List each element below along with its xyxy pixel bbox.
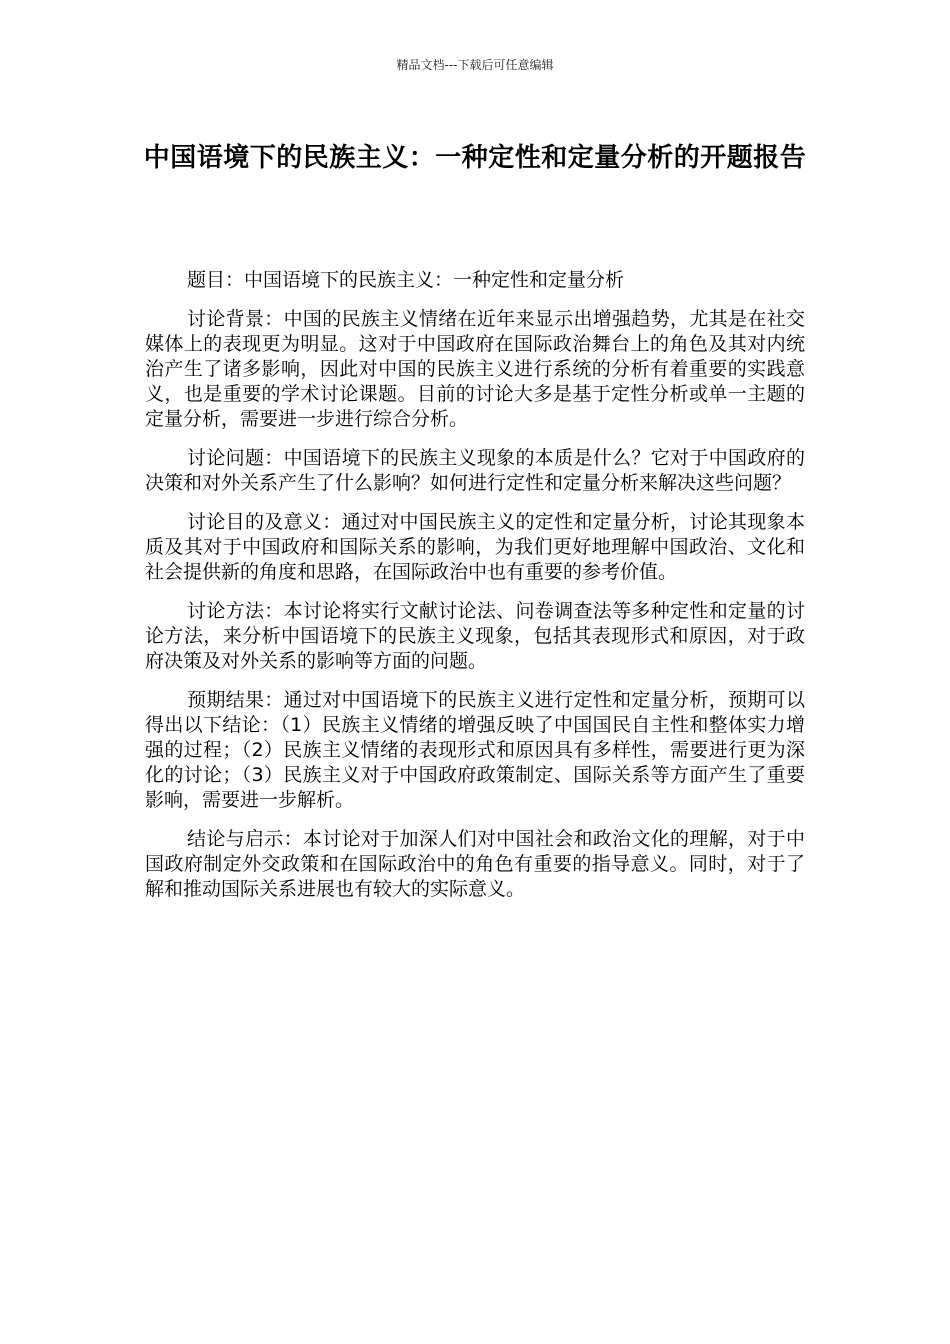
header-note: 精品文档---下载后可任意编辑: [396, 58, 554, 72]
document-title: 中国语境下的民族主义：一种定性和定量分析的开题报告: [143, 143, 807, 173]
document-body: [145, 268, 805, 916]
paragraph-conclusion: 结论与启示：本讨论对于加深人们对中国社会和政治文化的理解，对于中国政府制定外交政策和在国际政治中的角色有重要的指导意义。同时，对于了解和推动国际关系进展也有较大的实际意义。: [145, 828, 805, 900]
paragraph-expected-results: 预期结果：通过对中国语境下的民族主义进行定性和定量分析，预期可以得出以下结论：（1）民族主义情绪的增强反映了中国国民自主性和整体实力增强的过程；（2）民族主义情绪的表现形式和原因具有多样性，需要进行更为深化的讨论；（3）民族主义对于中国政府政策制定、国际关系等方面产生了重要影响，需要进一步解析。: [145, 689, 805, 811]
paragraph-methods: 讨论方法：本讨论将实行文献讨论法、问卷调查法等多种定性和定量的讨论方法，来分析中国语境下的民族主义现象，包括其表现形式和原因，对于政府决策及对外关系的影响等方面的问题。: [145, 600, 805, 672]
paragraph-topic: 题目：中国语境下的民族主义：一种定性和定量分析: [187, 269, 625, 291]
paragraph-background: 讨论背景：中国的民族主义情绪在近年来显示出增强趋势，尤其是在社交媒体上的表现更为明显。这对于中国政府在国际政治舞台上的角色及其对内统治产生了诸多影响，因此对中国的民族主义进行系统的分析有着重要的实践意义，也是重要的学术讨论课题。目前的讨论大多是基于定性分析或单一主题的定量分析，需要进一步进行综合分析。: [145, 308, 805, 430]
paragraph-questions: 讨论问题：中国语境下的民族主义现象的本质是什么？它对于中国政府的决策和对外关系产生了什么影响？如何进行定性和定量分析来解决这些问题？: [145, 447, 805, 494]
paragraph-purpose: 讨论目的及意义：通过对中国民族主义的定性和定量分析，讨论其现象本质及其对于中国政府和国际关系的影响，为我们更好地理解中国政治、文化和社会提供新的角度和思路，在国际政治中也有重要的参考价值。: [145, 511, 805, 583]
